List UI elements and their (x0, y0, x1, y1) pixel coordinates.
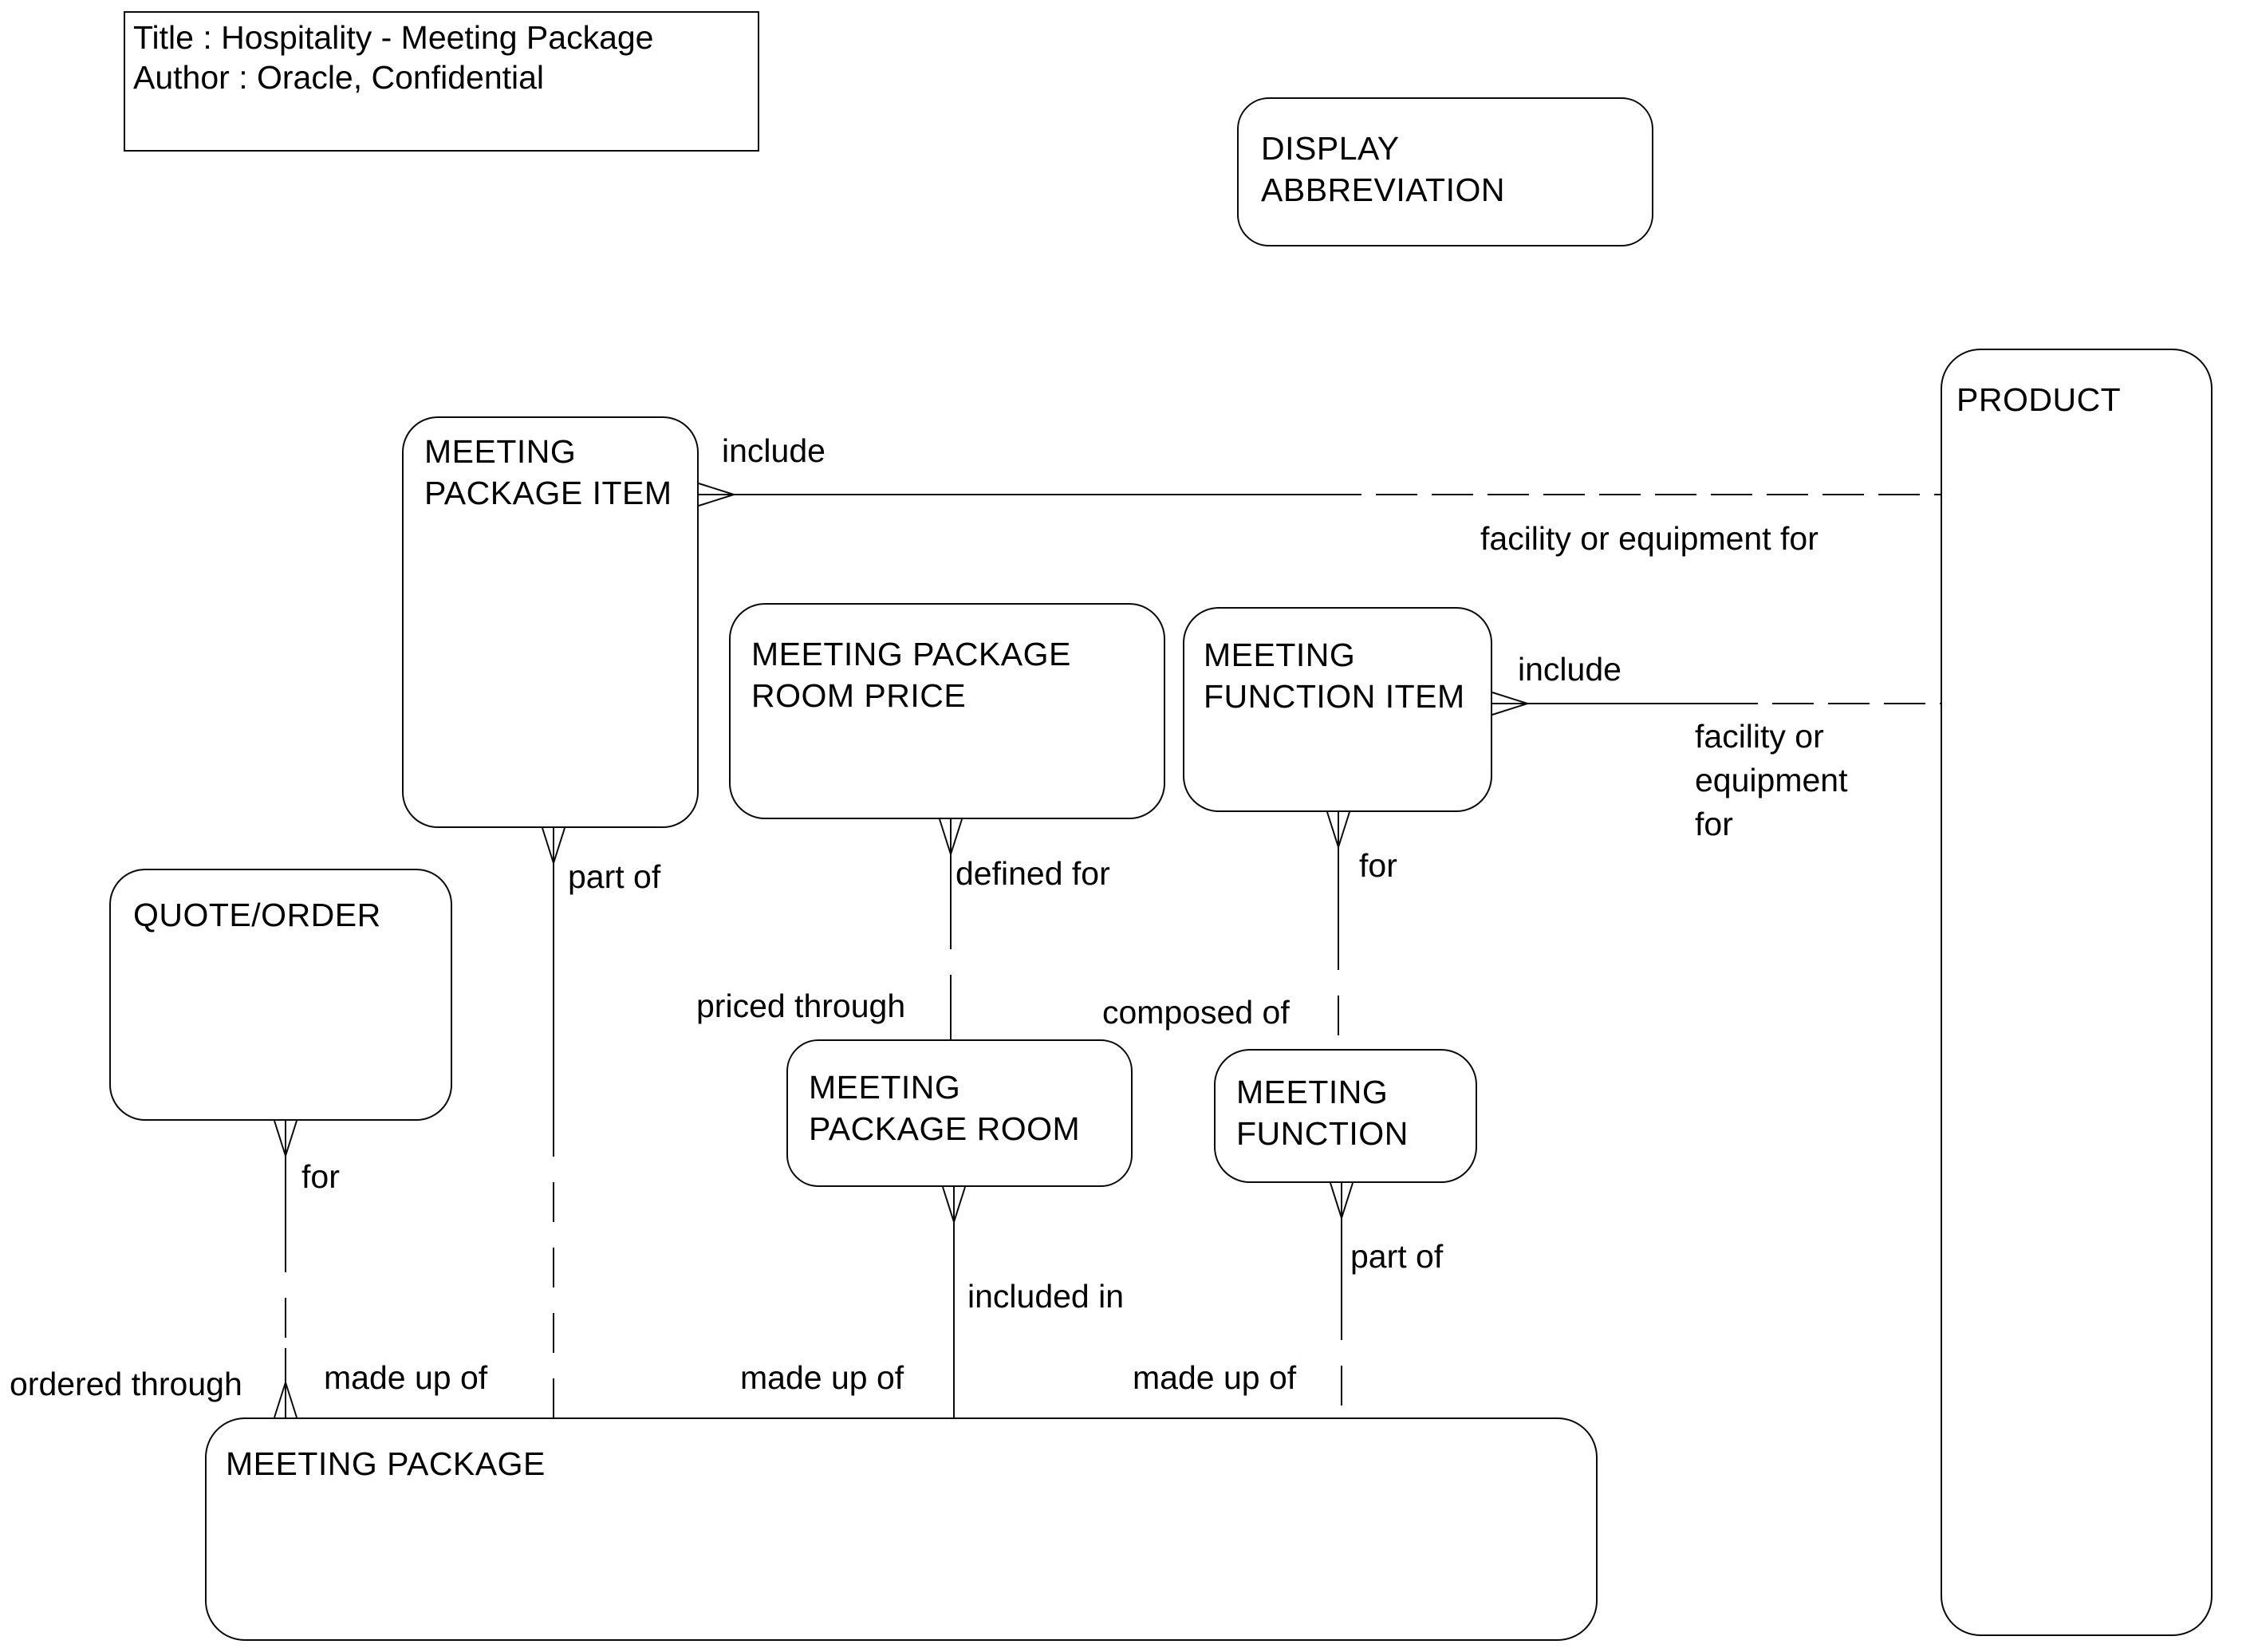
entity-label: MEETING PACKAGE (751, 636, 1071, 672)
label-made-up-of-room: made up of (740, 1359, 904, 1396)
label-facility-or-equipment-for-item: facility or equipment for (1480, 520, 1819, 557)
entity-meeting-function[interactable] (1214, 1049, 1477, 1183)
label-part-of-item: part of (568, 858, 661, 895)
line-quote-order-meeting-package (274, 1121, 297, 1417)
label-made-up-of-item: made up of (324, 1359, 488, 1396)
entity-label: MEETING (424, 433, 577, 470)
line-room-included-in-package (943, 1187, 965, 1417)
entity-label: ROOM PRICE (751, 677, 967, 714)
entity-label: PACKAGE ITEM (424, 475, 672, 511)
entity-label: MEETING PACKAGE (226, 1445, 546, 1482)
diagram-author: Author : Oracle, Confidential (133, 59, 545, 96)
entity-product[interactable] (1941, 349, 2213, 1636)
label-composed-of: composed of (1102, 994, 1290, 1031)
label-defined-for: defined for (956, 855, 1110, 892)
line-function-part-of-package (1330, 1183, 1353, 1417)
entity-label: MEETING (1236, 1074, 1389, 1110)
entity-label: MEETING (1204, 637, 1356, 673)
entity-label: FUNCTION (1236, 1115, 1409, 1152)
label-include-function-item-product: include (1518, 651, 1621, 688)
label-facility-or-equipment-for-function: facility or equipment for (1695, 718, 1848, 842)
entity-label: FUNCTION ITEM (1204, 678, 1465, 715)
entity-label: MEETING (809, 1069, 961, 1106)
legend-label-line2: ABBREVIATION (1261, 172, 1505, 208)
line-item-include-product (699, 483, 1941, 506)
label-for-function-item: for (1359, 847, 1397, 884)
entity-meeting-package[interactable] (205, 1417, 1598, 1641)
label-ordered-through: ordered through (10, 1366, 242, 1402)
label-made-up-of-function: made up of (1133, 1359, 1297, 1396)
legend-label-line1: DISPLAY (1261, 130, 1400, 167)
label-priced-through: priced through (696, 988, 906, 1024)
line-function-item-include-product (1492, 692, 1941, 715)
line-item-part-of-package (542, 828, 565, 1417)
label-include-item-product: include (722, 432, 826, 469)
entity-meeting-function-item[interactable] (1183, 607, 1492, 812)
entity-label: PACKAGE ROOM (809, 1110, 1081, 1147)
entity-meeting-package-item[interactable] (402, 416, 699, 828)
label-for-quote: for (301, 1158, 340, 1195)
entity-label: PRODUCT (1956, 381, 2122, 418)
entity-meeting-package-room-price[interactable] (729, 603, 1165, 819)
label-included-in: included in (967, 1278, 1125, 1315)
diagram-title-block (124, 11, 759, 152)
label-part-of-function: part of (1350, 1238, 1444, 1275)
line-function-item-composed-of-function (1327, 812, 1350, 1049)
entity-label: QUOTE/ORDER (133, 897, 381, 933)
diagram-title: Title : Hospitality - Meeting Package (133, 19, 654, 56)
entity-meeting-package-room[interactable] (786, 1039, 1133, 1187)
display-abbreviation-box (1237, 97, 1653, 246)
entity-quote-order[interactable] (109, 869, 452, 1121)
